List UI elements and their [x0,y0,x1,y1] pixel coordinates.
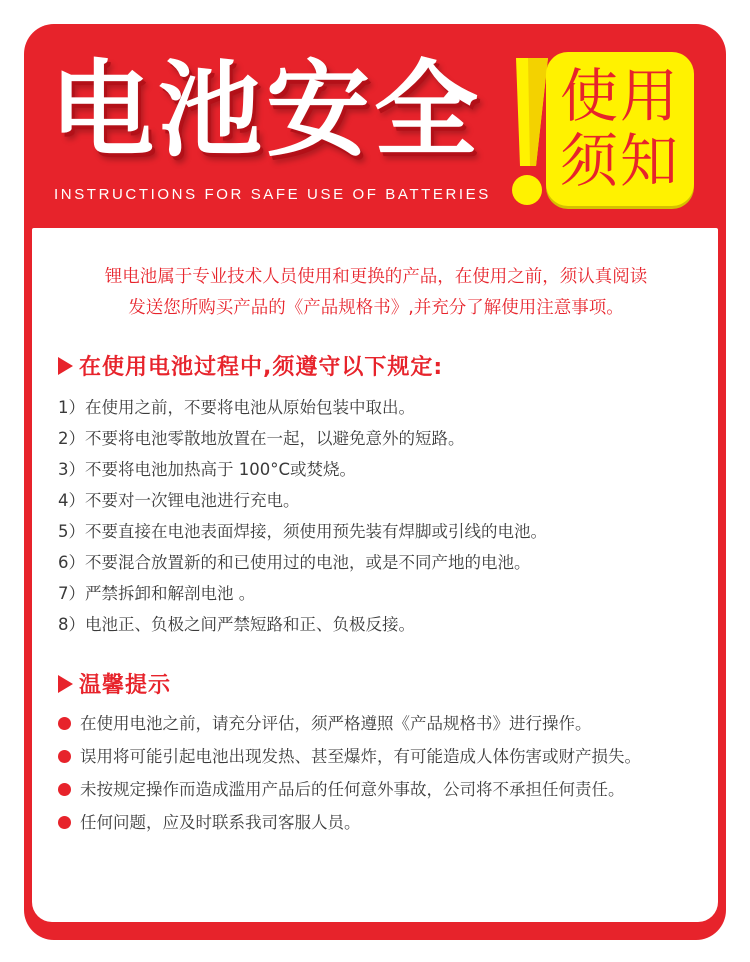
rules-heading [58,350,443,381]
english-subtitle: INSTRUCTIONS FOR SAFE USE OF BATTERIES [54,186,491,203]
tip-item [58,807,698,838]
exclamation-icon [506,58,550,208]
rule-item: 1）在使用之前，不要将电池从原始包装中取出。 [58,398,415,417]
tip-item [58,708,698,739]
rule-item: 3）不要将电池加热高于 100°C或焚烧。 [58,460,357,479]
tip-item [58,774,698,805]
rule-item: 2）不要将电池零散地放置在一起，以避免意外的短路。 [58,429,465,448]
tip-text: 任何问题，应及时联系我司客服人员。 [80,813,361,832]
red-dot-icon [58,750,71,763]
usage-notice-badge [546,52,694,206]
tips-heading-text: 温馨提示 [79,673,172,698]
tip-item [58,741,698,772]
tip-text: 误用将可能引起电池出现发热、甚至爆炸，有可能造成人体伤害或财产损失。 [80,747,641,766]
rule-item: 4）不要对一次锂电池进行充电。 [58,491,300,510]
tips-heading [58,668,171,699]
rules-heading-text: 在使用电池过程中,须遵守以下规定: [79,355,444,380]
intro-line-1: 锂电池属于专业技术人员使用和更换的产品，在使用之前，须认真阅读 [104,267,648,287]
rules-list [58,392,547,640]
rule-item: 6）不要混合放置新的和已使用过的电池，或是不同产地的电池。 [58,553,531,572]
badge-line-2: 须知 [559,127,680,195]
rule-item: 7）严禁拆卸和解剖电池 。 [58,584,256,603]
content-panel [32,228,718,922]
rule-item: 5）不要直接在电池表面焊接，须使用预先装有焊脚或引线的电池。 [58,522,547,541]
red-dot-icon [58,816,71,829]
red-dot-icon [58,783,71,796]
intro-paragraph [54,262,698,324]
triangle-bullet-icon [58,357,73,375]
main-title: 电池安全 [50,49,483,171]
tip-text: 未按规定操作而造成滥用产品后的任何意外事故，公司将不承担任何责任。 [80,780,625,799]
intro-line-2: 发送您所购买产品的《产品规格书》,并充分了解使用注意事项。 [128,298,624,318]
tip-text: 在使用电池之前，请充分评估，须严格遵照《产品规格书》进行操作。 [80,714,592,733]
triangle-bullet-icon [58,675,73,693]
tips-list [58,708,698,840]
badge-line-1: 使用 [559,62,680,131]
rule-item: 8）电池正、负极之间严禁短路和正、负极反接。 [58,615,415,634]
red-dot-icon [58,717,71,730]
